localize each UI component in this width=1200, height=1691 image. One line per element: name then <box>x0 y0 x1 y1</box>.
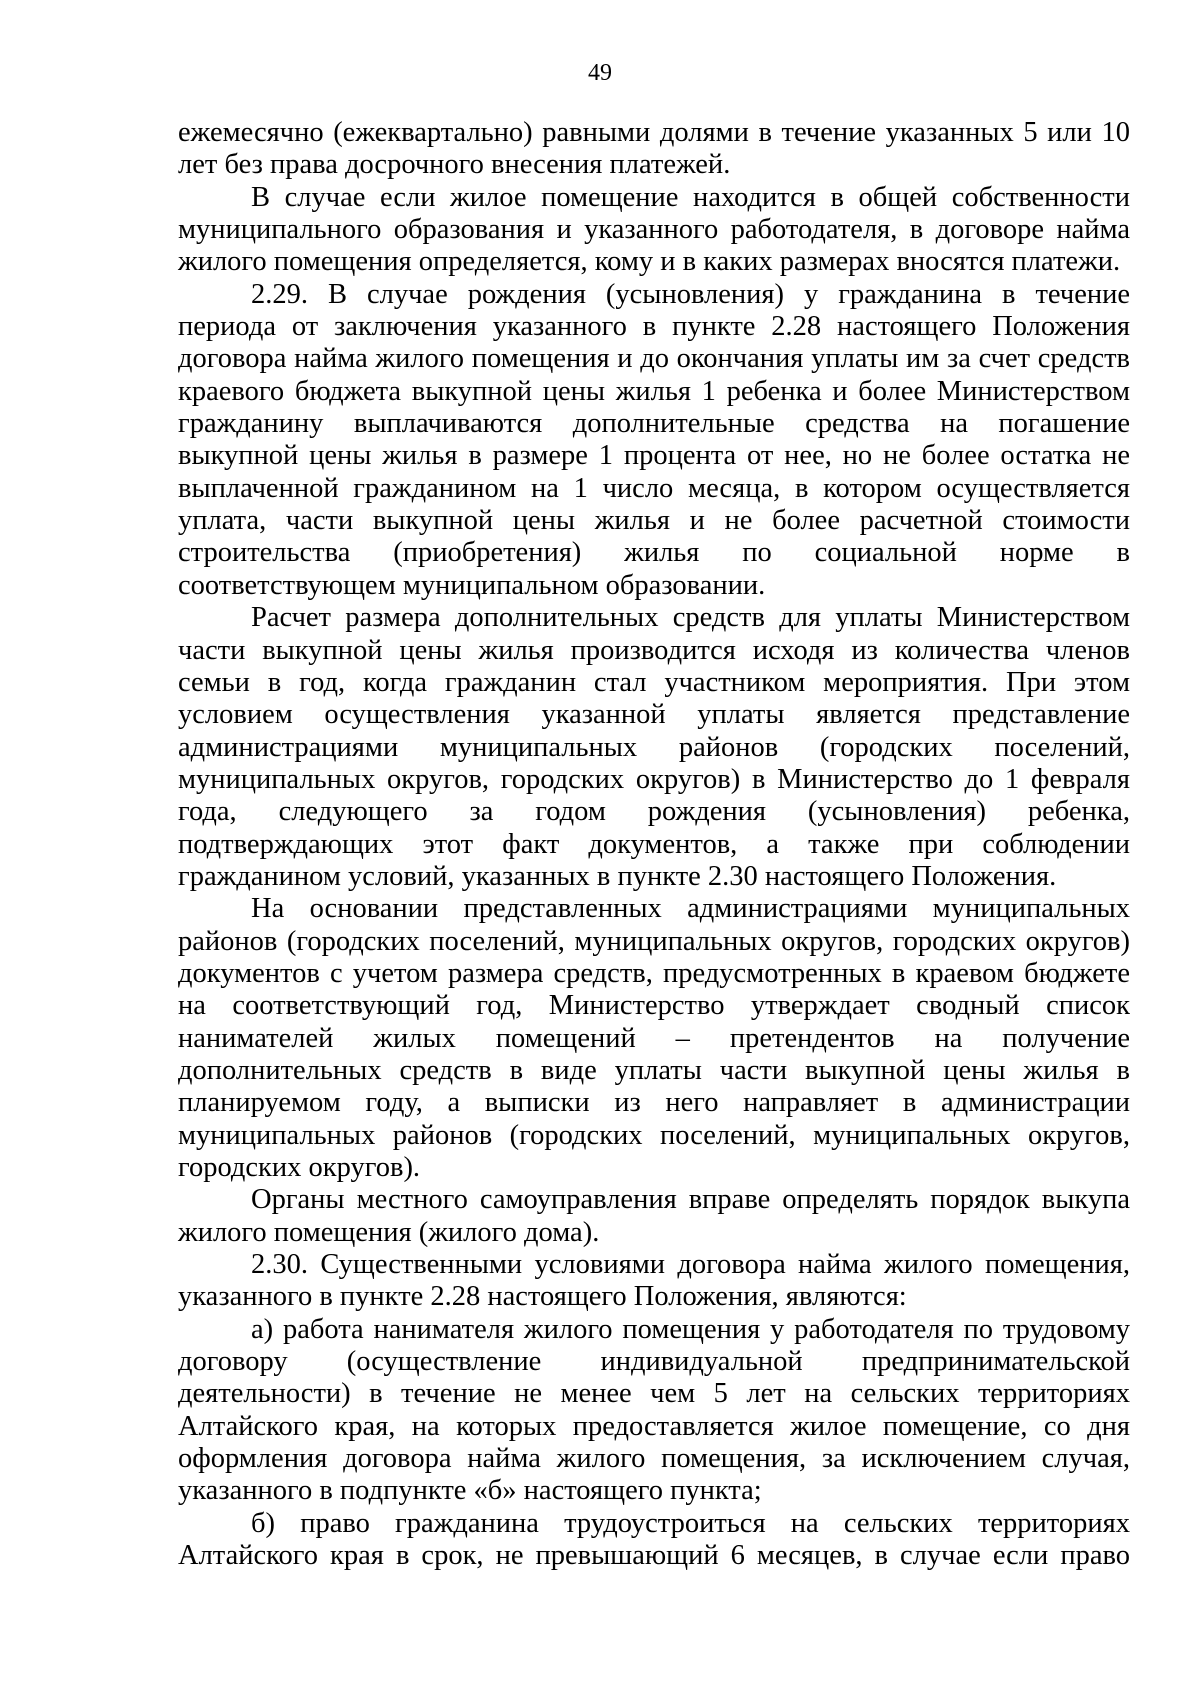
paragraph-2-30: 2.30. Существенными условиями договора найма жилого помещения, указанного в пункте 2.28 настоящего Положения, являются: <box>178 1249 1130 1313</box>
document-body <box>178 117 1130 1572</box>
paragraph-1: ежемесячно (ежеквартально) равными долями в течение указанных 5 или 10 лет без права досрочного внесения платежей. <box>178 117 1130 181</box>
paragraph-local-government: Органы местного самоуправления вправе определять порядок выкупа жилого помещения (жилого дома). <box>178 1184 1130 1248</box>
paragraph-calculation: Расчет размера дополнительных средств для уплаты Министерством части выкупной цены жилья производится исходя из количества членов семьи в год, когда гражданин стал участником мероприятия. При этом условием осуществления указанной уплаты является представление администрациями муниципальных районов (городских поселений, муниципальных округов, городских округов) в Министерство до 1 февраля года, следующего за годом рождения (усыновления) ребенка, подтверждающих этот факт документов, а также при соблюдении гражданином условий, указанных в пункте 2.30 настоящего Положения. <box>178 602 1130 892</box>
paragraph-2-29: 2.29. В случае рождения (усыновления) у гражданина в течение периода от заключения указанного в пункте 2.28 настоящего Положения договора найма жилого помещения и до окончания уплаты им за счет средств краевого бюджета выкупной цены жилья 1 ребенка и более Министерством гражданину выплачиваются дополнительные средства на погашение выкупной цены жилья в размере 1 процента от нее, но не более остатка не выплаченной гражданином на 1 число месяца, в котором осуществляется уплата, части выкупной цены жилья и не более расчетной стоимости строительства (приобретения) жилья по социальной норме в соответствующем муниципальном образовании. <box>178 278 1130 601</box>
paragraph-item-a: а) работа нанимателя жилого помещения у работодателя по трудовому договору (осуществление индивидуальной предпринимательской деятельности) в течение не менее чем 5 лет на сельских территориях Алтайского края, на которых предоставляется жилое помещение, со дня оформления договора найма жилого помещения, за исключением случая, указанного в подпункте «б» настоящего пункта; <box>178 1313 1130 1507</box>
paragraph-2: В случае если жилое помещение находится в общей собственности муниципального образования и указанного работодателя, в договоре найма жилого помещения определяется, кому и в каких размерах вносятся платежи. <box>178 181 1130 278</box>
page-number: 49 <box>588 60 612 86</box>
paragraph-approval: На основании представленных администрациями муниципальных районов (городских поселений, муниципальных округов, городских округов) документов с учетом размера средств, предусмотренных в краевом бюджете на соответствующий год, Министерство утверждает сводный список нанимателей жилых помещений – претендентов на получение дополнительных средств в виде уплаты части выкупной цены жилья в планируемом году, а выписки из него направляет в администрации муниципальных районов (городских поселений, муниципальных округов, городских округов). <box>178 893 1130 1183</box>
paragraph-item-b: б) право гражданина трудоустроиться на сельских территориях Алтайского края в срок, не превышающий 6 месяцев, в случае если право <box>178 1507 1130 1572</box>
